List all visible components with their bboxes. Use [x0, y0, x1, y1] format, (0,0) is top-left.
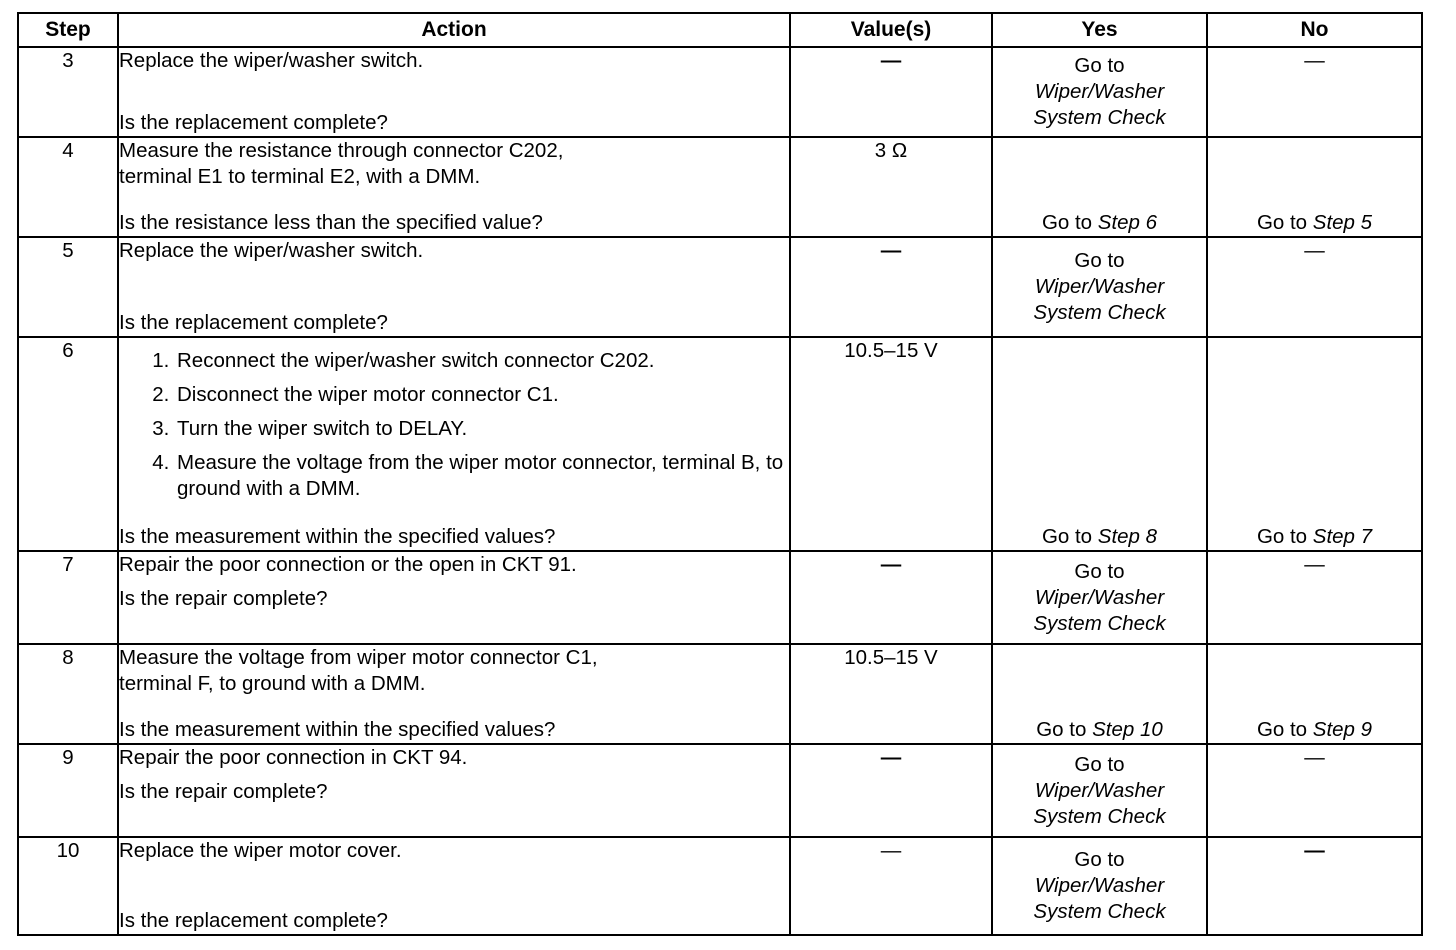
action-cell — [118, 744, 790, 837]
yes-link-line2[interactable]: System Check — [1033, 300, 1166, 324]
table-row — [18, 744, 1422, 837]
action-question: Is the replacement complete? — [119, 909, 388, 932]
yes-cell — [992, 137, 1207, 237]
no-cell — [1207, 337, 1422, 551]
yes-step-link[interactable]: Step 6 — [1097, 210, 1158, 234]
no-prefix: Go to — [1256, 210, 1308, 234]
action-cell — [118, 47, 790, 137]
action-cell — [118, 551, 790, 644]
action-question: Is the replacement complete? — [119, 310, 388, 334]
action-cell — [118, 337, 790, 551]
step-number: 8 — [18, 644, 118, 744]
yes-prefix: Go to — [1074, 54, 1125, 78]
action-cell — [118, 644, 790, 744]
no-prefix: Go to — [1256, 717, 1308, 741]
header-no: No — [1207, 13, 1422, 47]
action-text: Replace the wiper motor cover. — [119, 839, 402, 863]
diagnostic-table — [17, 12, 1423, 936]
yes-prefix: Go to — [1074, 752, 1125, 776]
list-item: 3. Turn the wiper switch to DELAY. — [175, 416, 789, 442]
no-step-link[interactable]: Step 9 — [1312, 717, 1373, 741]
yes-prefix: Go to — [1074, 248, 1125, 272]
action-cell — [118, 137, 790, 237]
action-question: Is the resistance less than the specified value? — [119, 210, 543, 234]
no-prefix: Go to — [1256, 524, 1308, 548]
yes-link-line1[interactable]: Wiper/Washer — [1034, 585, 1165, 609]
no-cell: — — [1207, 837, 1422, 935]
header-row — [18, 13, 1422, 47]
yes-prefix: Go to — [1041, 524, 1093, 548]
yes-prefix: Go to — [1036, 717, 1087, 741]
list-item: 2. Disconnect the wiper motor connector C1. — [175, 382, 789, 408]
value-cell: — — [790, 744, 992, 837]
action-text: terminal E1 to terminal E2, with a DMM. — [119, 165, 481, 189]
step-number: 4 — [18, 137, 118, 237]
no-cell: — — [1207, 744, 1422, 837]
step-number: 5 — [18, 237, 118, 337]
yes-step-link[interactable]: Step 8 — [1097, 524, 1158, 548]
yes-link-line1[interactable]: Wiper/Washer — [1034, 274, 1165, 298]
yes-cell — [992, 744, 1207, 837]
action-question: Is the repair complete? — [119, 586, 328, 610]
value-cell: — — [790, 837, 992, 935]
yes-link-line2[interactable]: System Check — [1033, 106, 1166, 130]
action-question: Is the measurement within the specified values? — [119, 524, 556, 548]
step-number: 7 — [18, 551, 118, 644]
no-cell: — — [1207, 47, 1422, 137]
action-question: Is the measurement within the specified values? — [119, 717, 556, 741]
no-step-link[interactable]: Step 7 — [1312, 524, 1373, 548]
action-text: Measure the voltage from wiper motor connector C1, — [119, 646, 598, 670]
table-row — [18, 237, 1422, 337]
table-row — [18, 137, 1422, 237]
header-action: Action — [118, 13, 790, 47]
list-item: 1. Reconnect the wiper/washer switch connector C202. — [175, 348, 789, 374]
yes-step-link[interactable]: Step 10 — [1092, 717, 1163, 741]
header-yes: Yes — [992, 13, 1207, 47]
value-cell: 3 Ω — [790, 137, 992, 237]
header-step: Step — [18, 13, 118, 47]
action-text: Repair the poor connection in CKT 94. — [119, 745, 468, 769]
yes-link-line1[interactable]: Wiper/Washer — [1034, 778, 1165, 802]
yes-cell — [992, 337, 1207, 551]
yes-link-line1[interactable]: Wiper/Washer — [1034, 874, 1165, 898]
procedure-list — [119, 348, 789, 506]
table-row — [18, 551, 1422, 644]
yes-prefix: Go to — [1074, 848, 1125, 872]
step-number: 10 — [18, 837, 118, 935]
yes-cell — [992, 551, 1207, 644]
step-number: 3 — [18, 47, 118, 137]
table-row — [18, 337, 1422, 551]
header-values: Value(s) — [790, 13, 992, 47]
action-question: Is the replacement complete? — [119, 111, 388, 135]
yes-prefix: Go to — [1074, 559, 1125, 583]
no-cell: — — [1207, 237, 1422, 337]
value-cell: — — [790, 551, 992, 644]
value-cell: 10.5–15 V — [790, 337, 992, 551]
table-row — [18, 644, 1422, 744]
action-cell — [118, 237, 790, 337]
yes-cell — [992, 837, 1207, 935]
yes-link-line1[interactable]: Wiper/Washer — [1034, 80, 1165, 104]
value-cell: 10.5–15 V — [790, 644, 992, 744]
no-step-link[interactable]: Step 5 — [1312, 210, 1373, 234]
yes-link-line2[interactable]: System Check — [1033, 900, 1166, 924]
no-cell: — — [1207, 551, 1422, 644]
list-item: 4. Measure the voltage from the wiper motor connector, terminal B, to ground with a DMM. — [175, 450, 789, 502]
value-cell: — — [790, 47, 992, 137]
yes-cell — [992, 644, 1207, 744]
yes-prefix: Go to — [1041, 210, 1093, 234]
action-text: Repair the poor connection or the open in CKT 91. — [119, 552, 577, 576]
action-text: Replace the wiper/washer switch. — [119, 49, 424, 72]
table-row — [18, 837, 1422, 935]
value-cell: — — [790, 237, 992, 337]
no-cell — [1207, 137, 1422, 237]
yes-cell — [992, 237, 1207, 337]
yes-link-line2[interactable]: System Check — [1033, 611, 1166, 635]
step-number: 6 — [18, 337, 118, 551]
no-cell — [1207, 644, 1422, 744]
table-row — [18, 47, 1422, 137]
yes-cell — [992, 47, 1207, 137]
action-text: Replace the wiper/washer switch. — [119, 238, 424, 262]
step-number: 9 — [18, 744, 118, 837]
action-text: Measure the resistance through connector C202, — [119, 139, 564, 163]
action-text: terminal F, to ground with a DMM. — [119, 672, 426, 696]
yes-link-line2[interactable]: System Check — [1033, 804, 1166, 828]
action-question: Is the repair complete? — [119, 779, 328, 803]
action-cell — [118, 837, 790, 935]
